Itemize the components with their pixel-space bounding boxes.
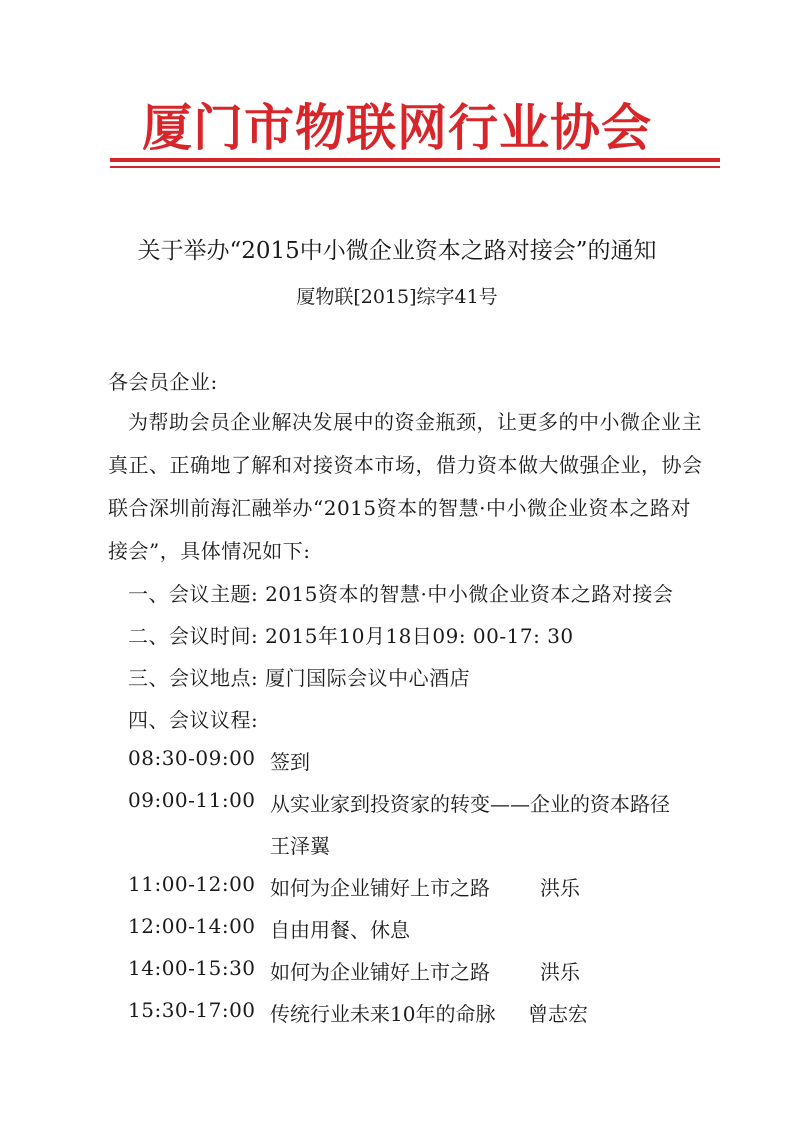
item-meeting-agenda: 四、会议议程:	[128, 708, 259, 732]
salutation: 各会员企业:	[108, 370, 218, 394]
schedule-speaker: 洪乐	[540, 876, 580, 900]
schedule-speaker: 曾志宏	[528, 1002, 588, 1026]
schedule-topic: 如何为企业铺好上市之路	[270, 960, 490, 984]
schedule-time: 14:00-15:30	[128, 956, 256, 980]
schedule-time: 15:30-17:00	[128, 998, 256, 1022]
schedule-time: 08:30-09:00	[128, 746, 256, 770]
intro-line: 联合深圳前海汇融举办“2015资本的智慧·中小微企业资本之路对	[108, 496, 691, 520]
document-number: 厦物联[2015]综字41号	[296, 286, 498, 308]
intro-line: 接会”，具体情况如下:	[108, 539, 311, 563]
letterhead-rule-thick	[110, 158, 720, 162]
letterhead-org-name: 厦门市物联网行业协会	[142, 98, 652, 157]
schedule-topic: 如何为企业铺好上市之路	[270, 876, 490, 900]
letterhead-rule-thin	[110, 166, 720, 168]
item-meeting-venue: 三、会议地点: 厦门国际会议中心酒店	[128, 666, 471, 690]
schedule-time: 11:00-12:00	[128, 872, 256, 896]
schedule-topic: 自由用餐、休息	[270, 918, 410, 942]
schedule-time: 09:00-11:00	[128, 788, 256, 812]
schedule-time: 12:00-14:00	[128, 914, 256, 938]
schedule-speaker: 王泽翼	[270, 834, 330, 858]
document-title: 关于举办“2015中小微企业资本之路对接会”的通知	[137, 238, 657, 264]
intro-line: 为帮助会员企业解决发展中的资金瓶颈，让更多的中小微企业主	[128, 410, 702, 434]
schedule-topic: 传统行业未来10年的命脉	[270, 1002, 496, 1026]
schedule-speaker: 洪乐	[540, 960, 580, 984]
schedule-topic: 从实业家到投资家的转变——企业的资本路径	[270, 792, 670, 816]
schedule-topic: 签到	[270, 750, 310, 774]
item-meeting-time: 二、会议时间: 2015年10月18日09: 00-17: 30	[128, 624, 574, 648]
intro-line: 真正、正确地了解和对接资本市场，借力资本做大做强企业，协会	[108, 453, 703, 477]
item-meeting-theme: 一、会议主题: 2015资本的智慧·中小微企业资本之路对接会	[128, 582, 674, 606]
